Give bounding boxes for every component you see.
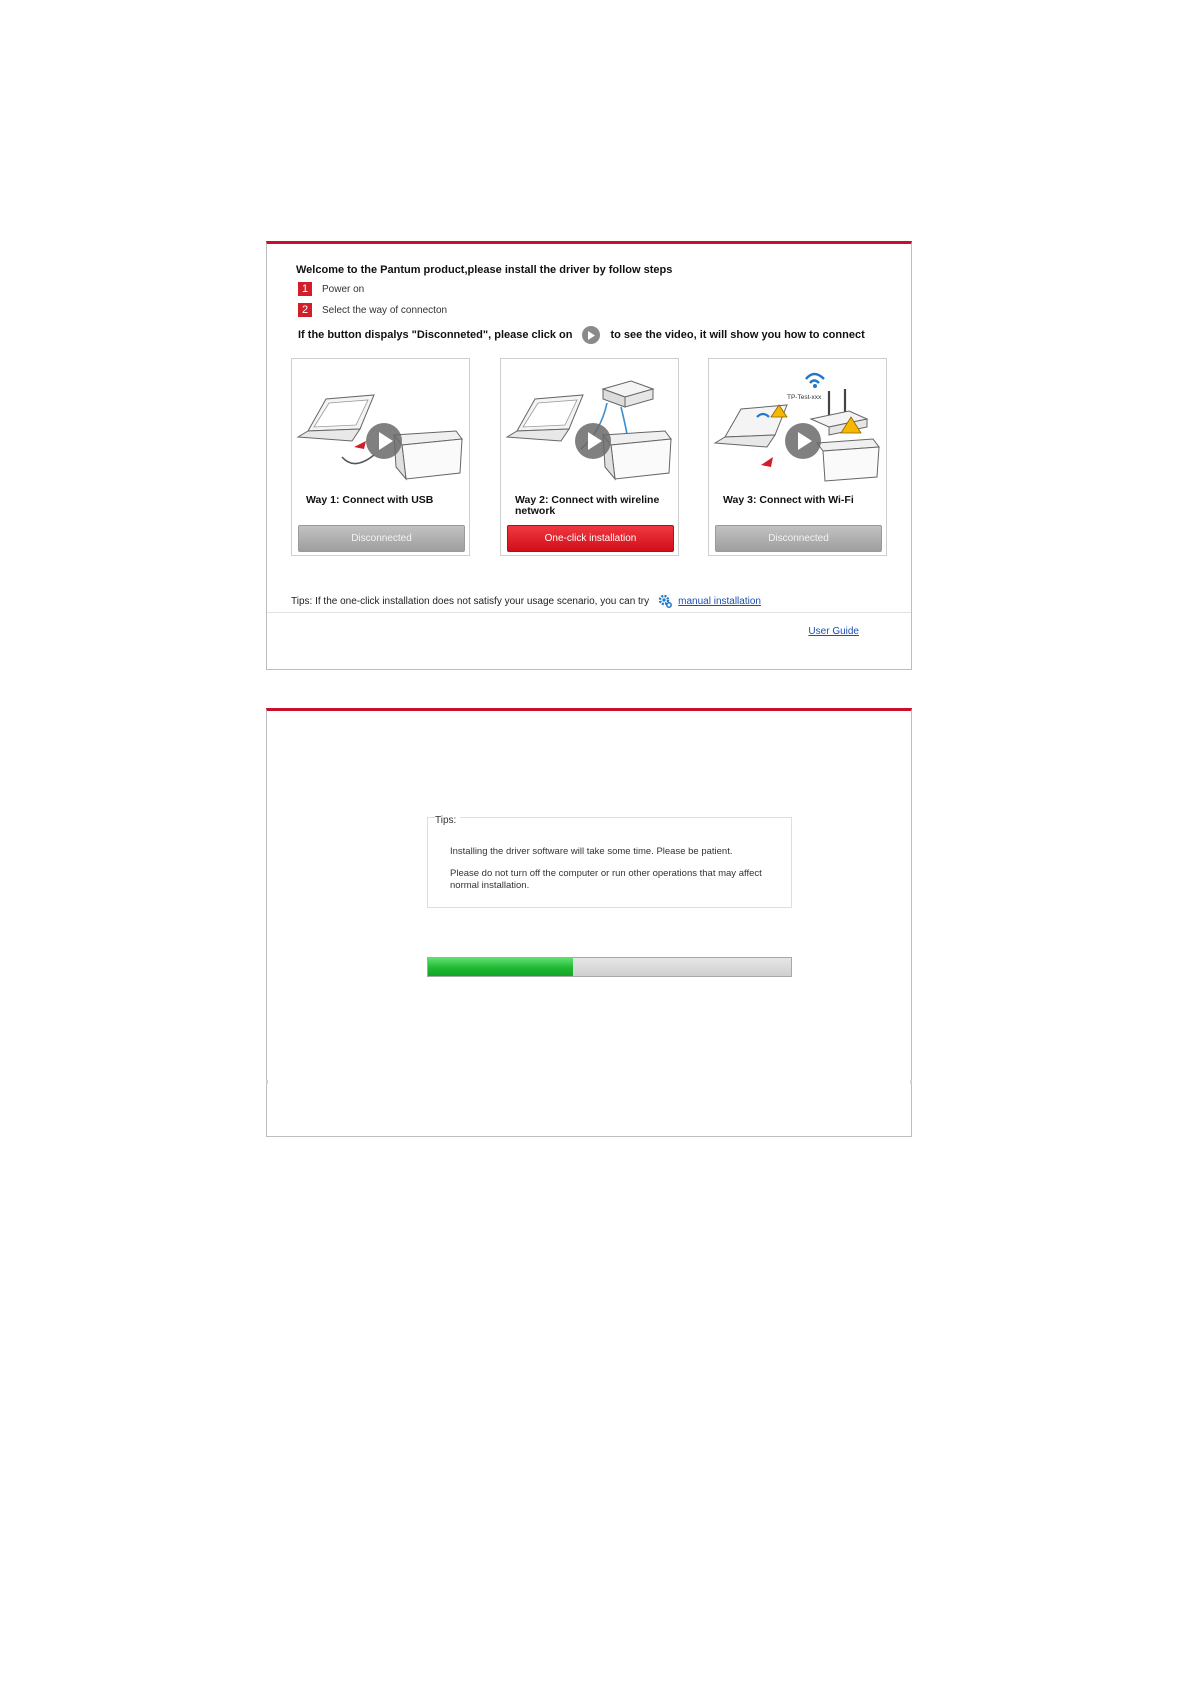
- usb-illustration[interactable]: [294, 361, 467, 486]
- arrow-icon: [761, 457, 773, 467]
- step-label: Select the way of connecton: [322, 304, 448, 316]
- router-icon: [603, 381, 653, 407]
- tips-box: [427, 817, 792, 908]
- wifi-illustration[interactable]: [711, 361, 884, 486]
- laptop-icon: [298, 395, 374, 441]
- progress-fill: [428, 958, 573, 976]
- tips-text: Tips: If the one-click installation does not satisfy your usage scenario, you can try: [291, 595, 650, 607]
- printer-icon: [603, 431, 671, 479]
- installing-window: [266, 708, 912, 1137]
- tip-line-warning: Please do not turn off the computer or run other operations that may affect normal installation.: [450, 868, 762, 891]
- way-card-wifi: [708, 358, 887, 556]
- tips-title: Tips:: [435, 815, 460, 826]
- video-hint: [298, 326, 865, 344]
- tips-line: [291, 594, 761, 608]
- installer-window: [266, 241, 912, 670]
- usb-cable-icon: [342, 455, 374, 464]
- one-click-installation-button[interactable]: One-click installation: [507, 525, 674, 552]
- way-label: Way 1: Connect with USB: [306, 494, 434, 506]
- play-icon: [582, 326, 600, 344]
- hint-text-before: If the button dispalys "Disconneted", please click on: [298, 329, 573, 341]
- arrow-icon: [354, 441, 366, 449]
- way-label: Way 2: Connect with wireline network: [515, 494, 660, 517]
- printer-icon: [394, 431, 462, 479]
- divider-tick: [910, 1080, 912, 1084]
- divider-tick: [266, 1080, 268, 1084]
- footer-divider: [267, 612, 911, 613]
- wifi-signal-icon: [806, 374, 824, 379]
- step-power-on: [298, 282, 364, 296]
- step-number-badge: 2: [298, 303, 312, 317]
- manual-installation-link[interactable]: manual installation: [678, 595, 761, 607]
- step-label: Power on: [322, 283, 365, 295]
- welcome-heading: Welcome to the Pantum product,please install the driver by follow steps: [296, 264, 673, 276]
- laptop-icon: [507, 395, 583, 441]
- disconnected-button[interactable]: Disconnected: [298, 525, 465, 552]
- tip-line-patience: Installing the driver software will take some time. Please be patient.: [450, 846, 733, 857]
- wired-network-illustration[interactable]: [503, 361, 676, 486]
- step-number-badge: 1: [298, 282, 312, 296]
- user-guide-link[interactable]: User Guide: [808, 626, 859, 637]
- way-card-wired: [500, 358, 679, 556]
- gear-icon: [658, 594, 672, 608]
- hint-text-after: to see the video, it will show you how to connect: [610, 329, 865, 341]
- ssid-label: TP-Test-xxx: [787, 394, 822, 401]
- install-progress-bar: [427, 957, 792, 977]
- way-card-usb: [291, 358, 470, 556]
- disconnected-button[interactable]: Disconnected: [715, 525, 882, 552]
- printer-icon: [817, 439, 879, 481]
- step-select-connection: [298, 303, 447, 317]
- way-label: Way 3: Connect with Wi-Fi: [723, 494, 854, 506]
